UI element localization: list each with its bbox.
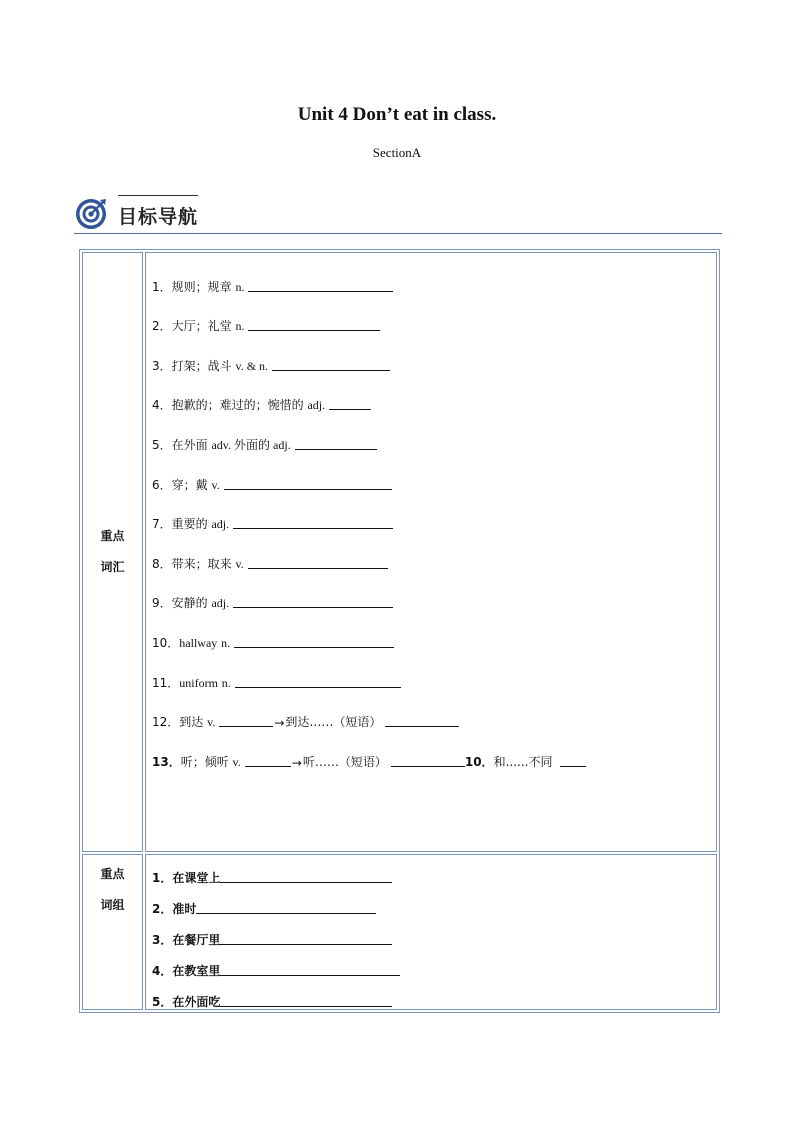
item-text: 在餐厅里 xyxy=(172,933,221,947)
list-item xyxy=(152,651,716,691)
item-number: 10． xyxy=(464,754,494,769)
item-pos: n. xyxy=(235,319,245,334)
item-text: 准时 xyxy=(172,902,197,916)
phrase-list xyxy=(152,855,716,1009)
item-text: 在外面 xyxy=(171,437,208,452)
list-item xyxy=(152,374,716,414)
item-number: 1． xyxy=(152,871,173,885)
list-item xyxy=(152,611,716,651)
list-item xyxy=(152,979,716,1010)
item-number: 5． xyxy=(152,995,173,1009)
item-number: 4． xyxy=(152,964,173,978)
item-pos: adj. xyxy=(211,517,230,532)
answer-blank[interactable] xyxy=(220,881,392,883)
item-phrase: 听……（短语） xyxy=(302,754,387,769)
answer-blank[interactable] xyxy=(233,527,393,529)
item-pos: v. xyxy=(207,715,216,730)
item-number: 10． xyxy=(152,635,180,650)
vocab-category xyxy=(82,252,143,852)
answer-blank[interactable] xyxy=(248,567,388,569)
item-number: 7． xyxy=(152,517,172,532)
item-text: 打架；战斗 xyxy=(171,358,232,373)
item-number: 13． xyxy=(152,754,181,769)
item-text: 和......不同 xyxy=(493,754,553,769)
phrase-category-line2: 词组 xyxy=(100,898,125,912)
phrase-section xyxy=(82,854,717,1010)
item-pos: n. xyxy=(221,675,231,690)
answer-blank[interactable] xyxy=(295,448,377,450)
item-text: 在外面吃 xyxy=(172,995,221,1009)
vocab-category-line1: 重点 xyxy=(100,529,125,543)
item-number: 6． xyxy=(152,477,172,492)
item-pos: n. xyxy=(221,635,231,650)
list-item xyxy=(152,886,716,917)
item-text: 安静的 xyxy=(171,596,208,611)
list-item xyxy=(152,948,716,979)
answer-blank[interactable] xyxy=(220,1005,392,1007)
answer-blank[interactable] xyxy=(224,488,392,490)
item-number: 4． xyxy=(152,398,172,413)
vocab-items xyxy=(145,252,717,852)
item-number: 8． xyxy=(152,556,172,571)
answer-blank[interactable] xyxy=(385,725,459,727)
answer-blank[interactable] xyxy=(235,686,401,688)
answer-blank[interactable] xyxy=(234,646,394,648)
list-item xyxy=(152,255,716,295)
answer-blank[interactable] xyxy=(560,765,586,767)
item-pos: v. xyxy=(235,556,244,571)
item-number: 3． xyxy=(152,358,172,373)
list-item xyxy=(152,334,716,374)
item-text: 听；倾听 xyxy=(180,754,229,769)
item-number: 2． xyxy=(152,902,173,916)
item-pos: adj. xyxy=(211,596,230,611)
phrase-items xyxy=(145,854,717,1010)
section-rule xyxy=(74,233,722,234)
section-banner xyxy=(74,192,722,236)
list-item xyxy=(152,691,716,731)
item-pos: adv. 外面的 adj. xyxy=(211,437,291,452)
answer-blank[interactable] xyxy=(248,290,393,292)
item-text: 带来；取来 xyxy=(171,556,232,571)
answer-blank[interactable] xyxy=(233,606,393,608)
section-heading: 目标导航 xyxy=(118,206,199,228)
item-text: 穿；戴 xyxy=(171,477,208,492)
target-icon xyxy=(74,197,108,231)
item-text: 到达 xyxy=(179,715,204,730)
answer-blank[interactable] xyxy=(219,725,273,727)
banner-overline xyxy=(118,195,198,196)
outline-table xyxy=(79,249,720,1013)
arrow-icon: → xyxy=(274,716,285,731)
answer-blank[interactable] xyxy=(391,765,465,767)
item-text: hallway xyxy=(179,635,218,650)
item-pos: v. xyxy=(211,477,220,492)
item-text: 重要的 xyxy=(171,517,208,532)
item-text: uniform xyxy=(179,675,218,690)
answer-blank[interactable] xyxy=(220,974,400,976)
item-text: 规则；规章 xyxy=(171,279,232,294)
list-item xyxy=(152,572,716,612)
item-text: 在教室里 xyxy=(172,964,221,978)
answer-blank[interactable] xyxy=(245,765,291,767)
arrow-icon: → xyxy=(291,755,302,770)
item-pos: adj. xyxy=(307,398,326,413)
answer-blank[interactable] xyxy=(329,408,371,410)
item-number: 3． xyxy=(152,933,173,947)
list-item xyxy=(152,855,716,886)
list-item xyxy=(152,295,716,335)
item-number: 9． xyxy=(152,596,172,611)
vocab-section xyxy=(82,252,717,852)
page-subtitle: SectionA xyxy=(372,145,422,160)
phrase-category-line1: 重点 xyxy=(100,867,125,881)
answer-blank[interactable] xyxy=(272,369,390,371)
list-item xyxy=(152,413,716,453)
item-number: 11． xyxy=(152,675,180,690)
list-item xyxy=(152,730,716,770)
item-pos: v. xyxy=(232,754,241,769)
answer-blank[interactable] xyxy=(248,329,380,331)
item-number: 1． xyxy=(152,279,172,294)
item-pos: n. xyxy=(235,279,245,294)
answer-blank[interactable] xyxy=(196,912,376,914)
item-text: 在课堂上 xyxy=(172,871,221,885)
list-item xyxy=(152,532,716,572)
list-item xyxy=(152,493,716,533)
list-item xyxy=(152,453,716,493)
item-phrase: 到达……（短语） xyxy=(285,715,382,730)
vocab-list xyxy=(152,255,716,851)
item-pos: v. & n. xyxy=(235,358,269,373)
vocab-category-line2: 词汇 xyxy=(100,560,125,574)
item-number: 12． xyxy=(152,715,180,730)
item-text: 抱歉的；难过的；惋惜的 xyxy=(171,398,304,413)
item-number: 5． xyxy=(152,437,172,452)
item-text: 大厅；礼堂 xyxy=(171,319,232,334)
page-title: Unit 4 Don’t eat in class. xyxy=(297,104,497,125)
item-number: 2． xyxy=(152,319,172,334)
phrase-category xyxy=(82,854,143,1010)
answer-blank[interactable] xyxy=(220,943,392,945)
list-item xyxy=(152,917,716,948)
